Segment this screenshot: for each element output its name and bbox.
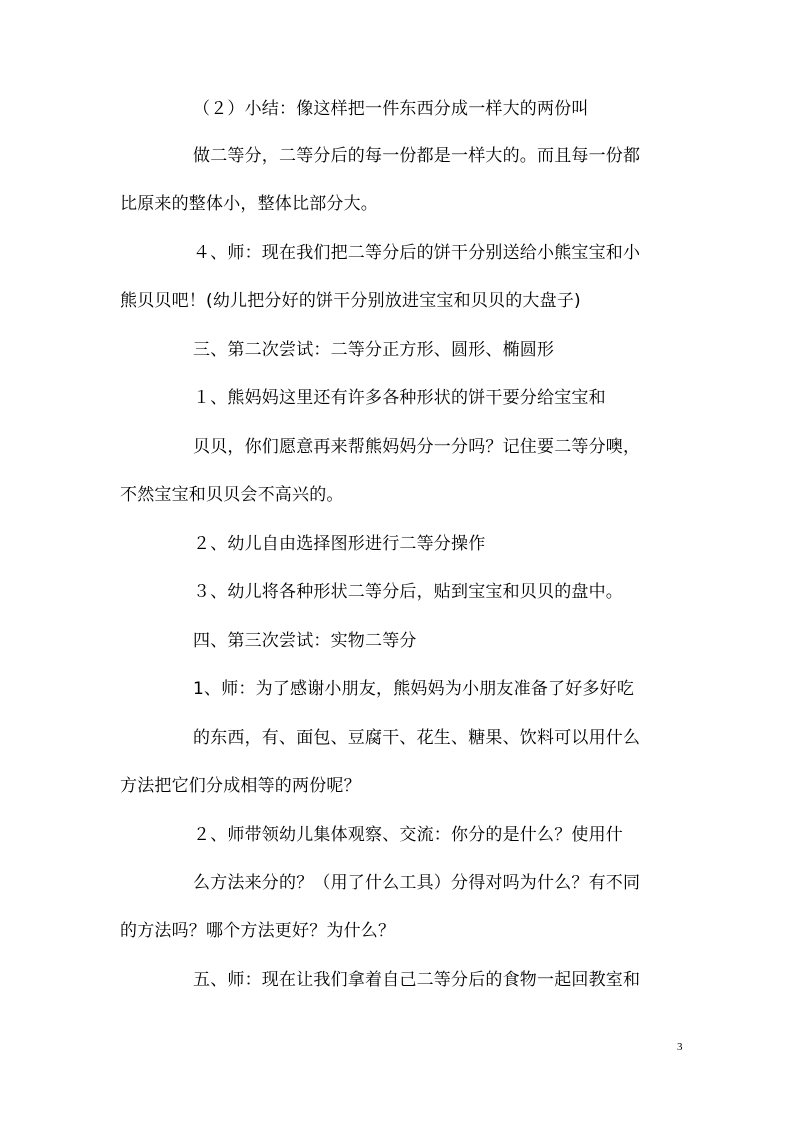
paragraph-line: 不然宝宝和贝贝会不高兴的。 [120, 485, 344, 505]
paragraph-line: ２、幼儿自由选择图形进行二等分操作 [193, 534, 486, 554]
paragraph-line: １、熊妈妈这里还有许多各种形状的饼干要分给宝宝和 [193, 388, 606, 408]
page-number: 3 [677, 1041, 683, 1053]
paragraph-line: 的东西，有、面包、豆腐干、花生、糖果、饮料可以用什么 [193, 728, 641, 748]
paragraph-line: 方法把它们分成相等的两份呢？ [120, 776, 361, 796]
paragraph-line: 的方法吗？哪个方法更好？为什么？ [120, 921, 396, 941]
paragraph-line: 1、师：为了感谢小朋友，熊妈妈为小朋友准备了好多好吃 [193, 679, 635, 699]
section-heading: 三、第二次尝试：二等分正方形、圆形、椭圆形 [193, 340, 555, 360]
paragraph-line: ２、师带领幼儿集体观察、交流：你分的是什么？使用什 [193, 825, 623, 845]
paragraph-line: 熊贝贝吧！(幼儿把分好的饼干分别放进宝宝和贝贝的大盘子) [120, 291, 581, 311]
paragraph-line: ３、幼儿将各种形状二等分后，贴到宝宝和贝贝的盘中。 [193, 582, 623, 602]
paragraph-line: 贝贝，你们愿意再来帮熊妈妈分一分吗？记住要二等分噢， [193, 437, 641, 457]
paragraph-line: ４、师：现在我们把二等分后的饼干分别送给小熊宝宝和小 [193, 243, 641, 263]
section-heading: 五、师：现在让我们拿着自己二等分后的食物一起回教室和 [193, 970, 641, 990]
paragraph-line: （２）小结：像这样把一件东西分成一样大的两份叫 [193, 99, 589, 119]
paragraph-line: 比原来的整体小，整体比部分大。 [120, 194, 378, 214]
section-heading: 四、第三次尝试：实物二等分 [193, 631, 417, 651]
paragraph-line: 么方法来分的？（用了什么工具）分得对吗为什么？有不同 [193, 873, 641, 893]
paragraph-line: 做二等分，二等分后的每一份都是一样大的。而且每一份都 [193, 146, 641, 166]
